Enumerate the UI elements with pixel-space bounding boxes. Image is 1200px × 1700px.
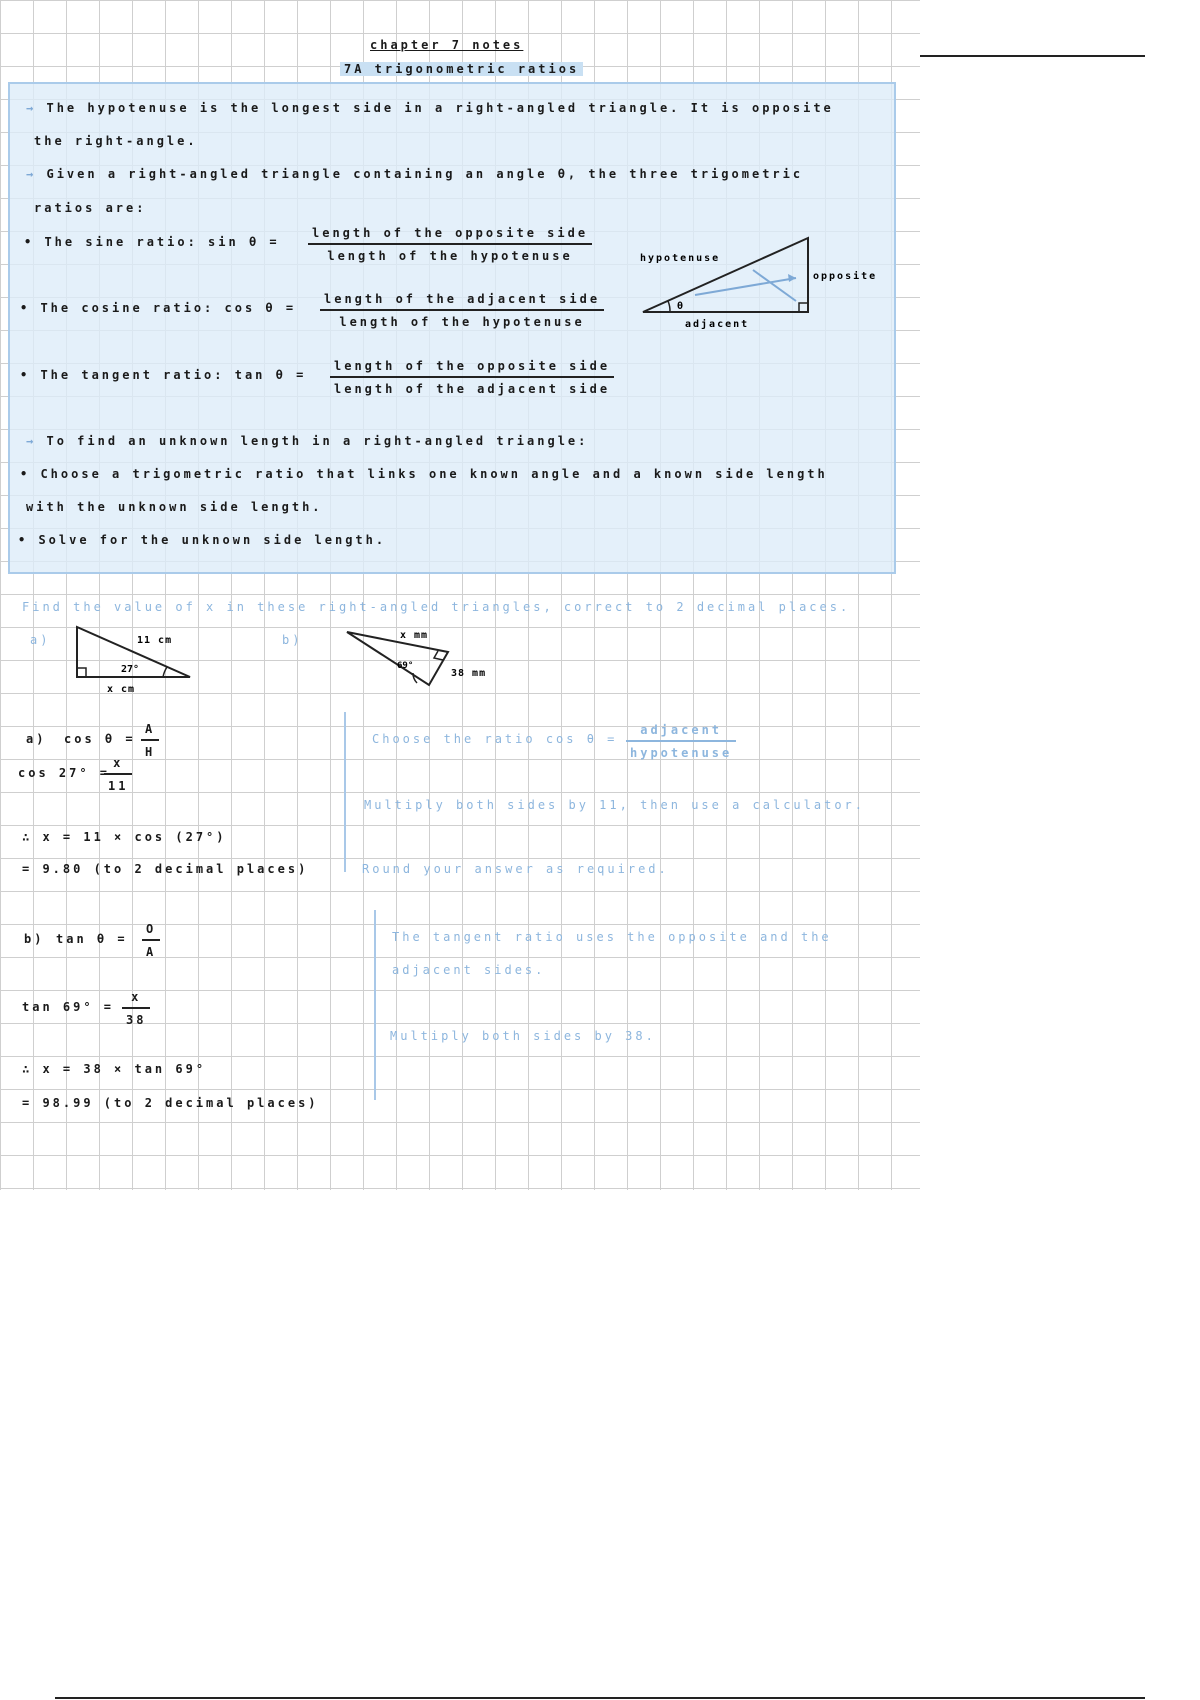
note-line-1-text: The hypotenuse is the longest side in a right-angled triangle. It is opposite: [46, 101, 834, 115]
solution-a-step2-den: 11: [108, 779, 129, 793]
exercise-a-label: a): [30, 633, 51, 647]
note-line-2: the right-angle.: [34, 134, 198, 148]
solution-b-note1-line2: adjacent sides.: [392, 963, 546, 977]
solution-b-step3: ∴ x = 38 × tan 69°: [22, 1062, 207, 1076]
solution-a-step1-num: A: [141, 722, 159, 741]
solution-b-step1-fraction: [142, 922, 160, 959]
solution-a-note1-num: adjacent: [626, 723, 736, 742]
solution-a-step2-num: x: [104, 756, 132, 775]
right-angle-marker: [799, 303, 808, 312]
theta-arc: [668, 301, 670, 312]
solution-b-label: b): [24, 932, 45, 946]
opposite-label: opposite: [813, 271, 878, 282]
triangle-a-angle-label: 27°: [121, 664, 140, 675]
sine-denominator: length of the hypotenuse: [327, 249, 573, 263]
tangent-denominator: length of the adjacent side: [334, 382, 611, 396]
exercise-prompt: Find the value of x in these right-angled triangles, correct to 2 decimal places.: [22, 600, 851, 614]
tangent-label: • The tangent ratio: tan θ =: [20, 368, 307, 382]
solution-b-step1-left: tan θ =: [56, 932, 128, 946]
note-line-5-text: To find an unknown length in a right-angled triangle:: [46, 434, 589, 448]
triangle-a-base-label: x cm: [107, 684, 136, 695]
solution-b-step4: = 98.99 (to 2 decimal places): [22, 1096, 319, 1110]
note-line-4: ratios are:: [34, 201, 147, 215]
triangle-a-right-angle: [77, 668, 86, 677]
triangle-b-angle-label: 69°: [397, 661, 414, 671]
arrow-icon: →: [26, 167, 37, 181]
sine-numerator: length of the opposite side: [308, 226, 592, 245]
reference-triangle: [643, 238, 808, 312]
solution-b-divider: [374, 910, 376, 1100]
solution-a-note3: Round your answer as required.: [362, 862, 669, 876]
triangle-a-hyp-label: 11 cm: [137, 635, 173, 646]
tangent-numerator: length of the opposite side: [330, 359, 614, 378]
solution-b-note2: Multiply both sides by 38.: [390, 1029, 656, 1043]
adjacent-label: adjacent: [685, 319, 750, 330]
bullet-solve: • Solve for the unknown side length.: [18, 533, 387, 547]
note-line-3-text: Given a right-angled triangle containing an angle θ, the three trigometric: [46, 167, 804, 181]
solution-a-step1-fraction: [141, 722, 159, 759]
sine-fraction: [308, 226, 592, 263]
triangle-b-top-label: x mm: [400, 630, 429, 641]
solution-b-step1-num: O: [142, 922, 160, 941]
note-line-3: [26, 167, 803, 181]
reference-triangle-diagram: [640, 235, 890, 335]
bullet-choose-line-1: • Choose a trigometric ratio that links one known angle and a known side length: [20, 467, 828, 481]
cosine-label: • The cosine ratio: cos θ =: [20, 301, 297, 315]
bottom-rule: [55, 1697, 1145, 1699]
solution-a-note2: Multiply both sides by 11, then use a calculator.: [364, 798, 866, 812]
solution-b-step2-left: tan 69° =: [22, 1000, 115, 1014]
solution-a-step3: ∴ x = 11 × cos (27°): [22, 830, 227, 844]
solution-a-step2-fraction: [104, 756, 132, 793]
solution-b-step2-den: 38: [126, 1013, 147, 1027]
theta-label: θ: [677, 301, 684, 312]
solution-a-step1-left: cos θ =: [64, 732, 136, 746]
solution-a-step4: = 9.80 (to 2 decimal places): [22, 862, 309, 876]
note-line-1: [26, 101, 834, 115]
arrow-icon: →: [26, 434, 37, 448]
solution-a-step1-den: H: [145, 745, 156, 759]
sine-label: • The sine ratio: sin θ =: [24, 235, 280, 249]
triangle-b-right-angle: [434, 651, 443, 660]
cosine-numerator: length of the adjacent side: [320, 292, 604, 311]
bullet-choose-line-2: with the unknown side length.: [26, 500, 323, 514]
triangle-b: [347, 632, 448, 685]
solution-b-note1-line1: The tangent ratio uses the opposite and the: [392, 930, 832, 944]
triangle-b-diagram: [345, 625, 515, 695]
solution-a-note1-den: hypotenuse: [630, 746, 733, 760]
arrowhead-icon: [788, 274, 796, 282]
cosine-denominator: length of the hypotenuse: [339, 315, 585, 329]
solution-b-step1-den: A: [146, 945, 157, 959]
exercise-b-label: b): [282, 633, 303, 647]
solution-a-divider: [344, 712, 346, 872]
solution-a-note1: Choose the ratio cos θ =: [372, 732, 618, 746]
opposite-pointer-arrow: [695, 278, 796, 295]
solution-a-note1-fraction: [626, 723, 736, 760]
note-line-5: [26, 434, 588, 448]
solution-a-label: a): [26, 732, 47, 746]
solution-a-step2-left: cos 27° =: [18, 766, 111, 780]
hypotenuse-to-opposite-arrow: [753, 270, 796, 301]
solution-b-step2-fraction: [122, 990, 150, 1027]
arrow-icon: →: [26, 101, 37, 115]
section-title: [340, 62, 583, 76]
solution-b-step2-num: x: [122, 990, 150, 1009]
hypotenuse-label: hypotenuse: [640, 253, 721, 264]
top-right-rule: [920, 55, 1145, 57]
cosine-fraction: [320, 292, 604, 329]
triangle-b-side-label: 38 mm: [451, 668, 487, 679]
section-title-text: 7A trigonometric ratios: [340, 62, 583, 76]
triangle-a-diagram: [75, 625, 215, 695]
triangle-a-angle-arc: [163, 667, 167, 677]
chapter-title: chapter 7 notes: [370, 38, 524, 52]
tangent-fraction: [330, 359, 614, 396]
